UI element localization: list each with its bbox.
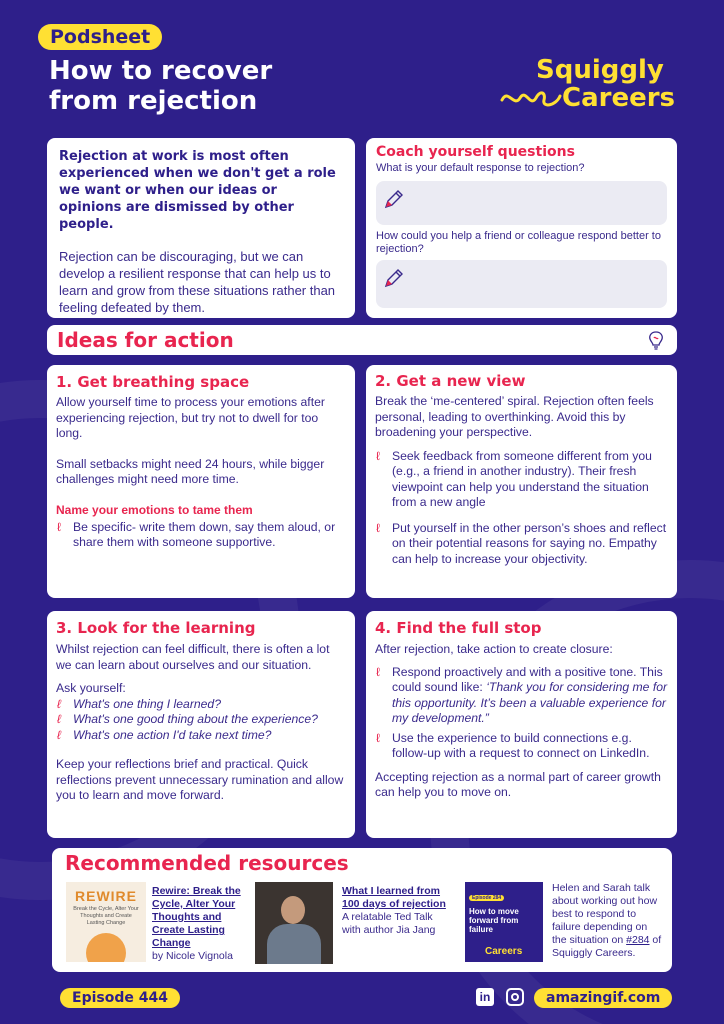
instagram-lens	[511, 993, 519, 1001]
section-text: Allow yourself time to process your emotions after experiencing rejection, but try not to dwell for too long.	[56, 395, 325, 440]
list-item-text: Respond proactively and with a positive tone. This could sound like:	[392, 664, 663, 694]
list-item	[375, 731, 668, 762]
brand-careers: Careers	[562, 83, 676, 113]
list-item	[375, 449, 668, 511]
talk-link[interactable]: What I learned from 100 days of rejection	[342, 885, 446, 910]
ideas-bar	[47, 325, 677, 355]
page-title	[49, 56, 272, 116]
answer-field-1[interactable]	[376, 181, 667, 225]
section-title: 4. Find the full stop	[375, 619, 542, 637]
episode-cover-badge: Episode 284	[469, 895, 504, 901]
squiggle-bullet-icon: ℓ	[376, 448, 380, 463]
resources-title: Recommended resources	[65, 851, 349, 875]
ted-talk-thumbnail[interactable]	[255, 882, 333, 964]
episode-info	[552, 882, 662, 960]
instagram-icon[interactable]	[506, 988, 524, 1006]
list-item	[56, 520, 346, 551]
section-text: Break the ‘me-centered’ spiral. Rejection often feels personal, leading to overthinking. Avoid this by broadening your perspective.	[375, 394, 654, 439]
squiggle-bullet-icon: ℓ	[376, 664, 380, 679]
list-item	[375, 521, 668, 568]
squiggle-bullet-icon: ℓ	[57, 727, 61, 742]
list-item-text: What's one good thing about the experience?	[73, 712, 318, 726]
list-item-text: What's one thing I learned?	[73, 696, 221, 711]
ask-yourself: Ask yourself:	[56, 681, 126, 695]
section-new-view	[366, 365, 677, 598]
speaker-head	[281, 896, 305, 924]
pencil-icon	[382, 266, 406, 290]
speaker-body	[267, 924, 321, 964]
list-item	[375, 665, 668, 727]
section-full-stop	[366, 611, 677, 838]
episode-description-end: of Squiggly Careers.	[552, 934, 662, 959]
website-link[interactable]: amazingif.com	[534, 988, 672, 1008]
section-text: Whilst rejection can feel difficult, there is often a lot we can learn about ourselves and our situation.	[56, 642, 330, 672]
squiggle-bullet-icon: ℓ	[57, 519, 61, 534]
book-cover-art	[86, 933, 126, 962]
coach-card	[366, 138, 677, 318]
section-title: 1. Get breathing space	[56, 373, 250, 391]
episode-cover[interactable]	[465, 882, 543, 962]
episode-cover-title: How to move forward from failure	[469, 907, 519, 934]
podsheet-badge: Podsheet	[38, 24, 162, 50]
title-line: from rejection	[49, 86, 258, 116]
intro-bold: Rejection at work is most often experienced when we don't get a role we want or when our ideas or opinions are dismissed by other people.	[59, 149, 336, 232]
episode-link[interactable]: #284	[626, 934, 650, 946]
book-author: by Nicole Vignola	[152, 950, 233, 962]
episode-description: Helen and Sarah talk about working out how best to respond to failure depending on the situation on	[552, 882, 658, 946]
section-learning	[47, 611, 355, 838]
intro-body: Rejection can be discouraging, but we can develop a resilient response that can help us to learn and grow from these situations rather than feeling defeated by them.	[59, 249, 336, 315]
section-breathing-space	[47, 365, 355, 598]
section-text: Small setbacks might need 24 hours, while bigger challenges might need more time.	[56, 456, 325, 486]
list-item-text: Use the experience to build connections e.g. follow-up with a request to connect on LinkedIn.	[392, 730, 650, 760]
list-item	[56, 712, 346, 728]
book-cover[interactable]	[66, 882, 146, 962]
title-line: How to recover	[49, 56, 273, 86]
coach-question-2: How could you help a friend or colleague respond better to rejection?	[376, 230, 661, 255]
list-item	[56, 697, 346, 713]
pencil-icon	[382, 187, 406, 211]
talk-description: A relatable Ted Talk with author Jia Jang	[342, 911, 436, 936]
book-cover-title: REWIRE	[75, 888, 137, 904]
ideas-title: Ideas for action	[57, 328, 234, 352]
section-text: After rejection, take action to create closure:	[375, 642, 613, 656]
squiggle-bullet-icon: ℓ	[57, 712, 61, 726]
brand-line	[508, 84, 675, 112]
linkedin-icon[interactable]	[476, 988, 494, 1006]
list-item	[56, 728, 346, 744]
answer-field-2[interactable]	[376, 260, 667, 308]
coach-title: Coach yourself questions	[376, 144, 575, 160]
book-info	[152, 885, 248, 963]
episode-cover-brand: Careers	[485, 946, 523, 957]
squiggle-bullet-icon: ℓ	[376, 520, 380, 535]
book-link[interactable]: Rewire: Break the Cycle, Alter Your Thoughts and Create Lasting Change	[152, 885, 241, 949]
example-quote: ‘Thank you for considering me for this opportunity. It’s been a valuable experience for my development.”	[392, 680, 668, 725]
squiggle-bullet-icon: ℓ	[376, 730, 380, 745]
list-item-text: Put yourself in the other person’s shoes and reflect on their potential reasons for saying no. Empathy can help to increase your objectivity.	[392, 520, 667, 566]
coach-question-1: What is your default response to rejection?	[376, 162, 585, 174]
episode-badge: Episode 444	[60, 988, 180, 1008]
list-item-text: What's one action I'd take next time?	[73, 727, 272, 742]
section-text: Keep your reflections brief and practical. Quick reflections prevent unnecessary rumination and allow you to learn and move forward.	[56, 757, 344, 802]
section-text: Accepting rejection as a normal part of career growth can help you to move on.	[375, 769, 661, 799]
section-title: 3. Look for the learning	[56, 619, 256, 637]
linkedin-label: in	[479, 990, 491, 1004]
section-title: 2. Get a new view	[375, 372, 526, 390]
subheading: Name your emotions to tame them	[56, 502, 253, 517]
brand-line: Squiggly	[536, 55, 664, 85]
squiggle-bullet-icon: ℓ	[57, 696, 61, 711]
squiggle-logo-icon	[500, 86, 562, 110]
list-item-text: Be specific- write them down, say them aloud, or share them with someone supportive.	[73, 519, 336, 549]
intro-card	[47, 138, 355, 318]
brand-logo	[508, 56, 675, 112]
list-item-text: Seek feedback from someone different from you (e.g., a friend in another industry). Their fresh viewpoint can help you understand the situation from a new angle	[392, 448, 652, 509]
book-cover-subtitle: Break the Cycle, Alter Your Thoughts and Create Lasting Change	[73, 906, 139, 926]
lightbulb-icon	[645, 329, 667, 351]
talk-info	[342, 885, 454, 937]
resources-card	[52, 848, 672, 972]
